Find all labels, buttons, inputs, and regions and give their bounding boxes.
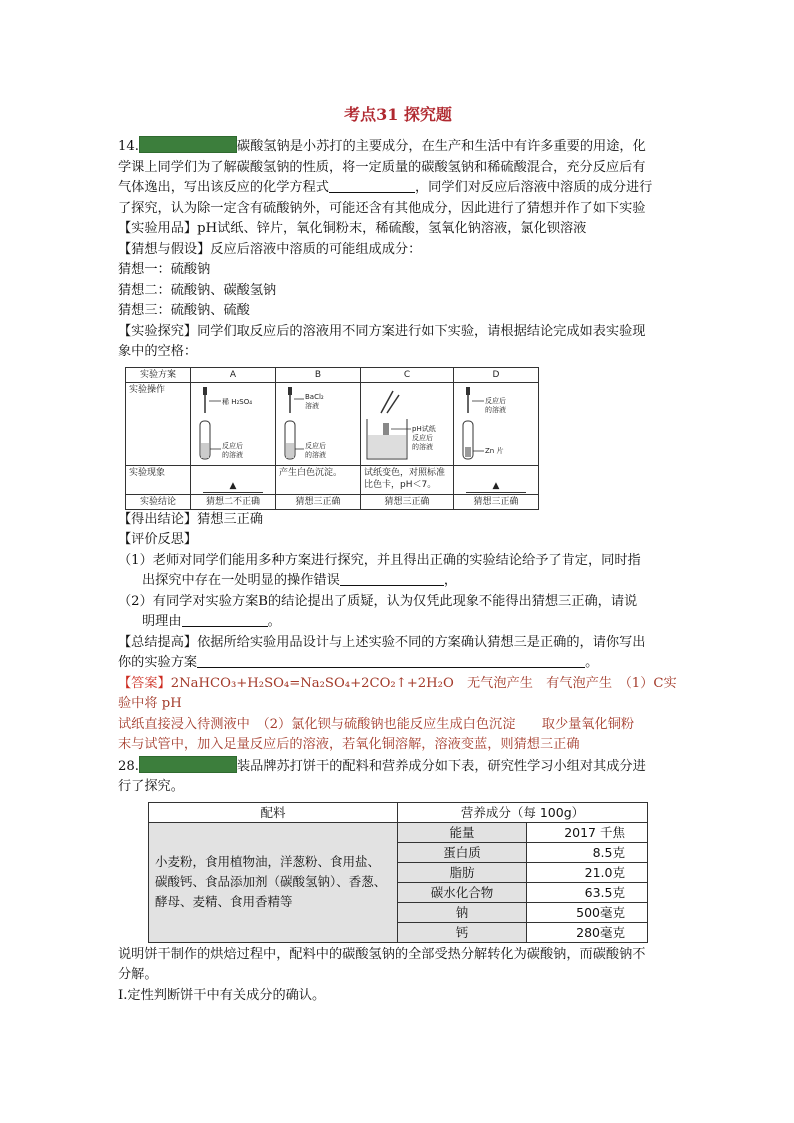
q14-line-3: 气体逸出，写出该反应的化学方程式 ，同学们对反应后溶液中溶质的成分进行	[118, 180, 653, 195]
table-row: 小麦粉，食用植物油，洋葱粉、食用盐、碳酸钙、食品添加剂（碳酸氢钠）、香葱、酵母、麦精、食用香精等 能量 2017 千焦	[149, 822, 648, 842]
answer-blank[interactable]	[182, 612, 268, 627]
reflect: 【评价反思】	[118, 532, 198, 547]
table-row: 配料 营养成分（每 100g）	[149, 802, 648, 822]
question-14	[118, 136, 678, 756]
svg-text:溶液: 溶液	[305, 401, 319, 410]
svg-text:反应后: 反应后	[485, 396, 506, 405]
source-tag	[139, 756, 237, 773]
guess-3: 猜想三：硫酸钠、硫酸	[118, 303, 250, 318]
dropper-tube-icon	[276, 383, 360, 463]
summary-2: 你的实验方案 。	[118, 655, 599, 670]
svg-text:Zn 片: Zn 片	[485, 446, 504, 455]
svg-text:的溶液: 的溶液	[305, 450, 326, 459]
nutrition-table	[148, 802, 648, 943]
note-1: 说明饼干制作的烘焙过程中，配料中的碳酸氢钠的全部受热分解转化为碳酸钠，而碳酸钠不	[118, 946, 646, 962]
page	[118, 104, 678, 1006]
table-row: 实验方案 A B C D	[126, 367, 539, 382]
svg-text:pH试纸: pH试纸	[412, 424, 436, 433]
reflect-1b: 出探究中存在一处明显的操作错误 ，	[142, 573, 457, 588]
table-row: 实验结论 猜想二不正确 猜想三正确 猜想三正确 猜想三正确	[126, 494, 539, 509]
answer-blank[interactable]	[197, 653, 585, 668]
table-row: 脂肪 21.0克	[149, 862, 648, 882]
svg-text:的溶液: 的溶液	[485, 405, 506, 414]
experiment-table	[125, 367, 539, 510]
blank-triangle: ▲	[203, 480, 263, 493]
blank-triangle: ▲	[466, 480, 526, 493]
reflect-2a: （2）有同学对实验方案B的结论提出了质疑，认为仅凭此现象不能得出猜想三正确，请说	[118, 593, 638, 609]
table-row: 钙 280毫克	[149, 922, 648, 942]
reflect-1a: （1）老师对同学们能用多种方案进行探究，并且得出正确的实验结论给予了肯定，同时指	[118, 552, 641, 568]
guess-2: 猜想二：硫酸钠、碳酸氢钠	[118, 282, 277, 298]
answer-2: 试纸直接浸入待测液中 （2）氯化钡与硫酸钠也能反应生成白色沉淀 取少量氧化铜粉	[118, 716, 635, 732]
table-row: 碳水化合物 63.5克	[149, 882, 648, 902]
apparatus-b	[276, 382, 361, 465]
svg-text:反应后: 反应后	[412, 433, 433, 442]
apparatus-d	[454, 382, 539, 465]
question-number: 28.	[118, 758, 139, 774]
svg-text:的溶液: 的溶液	[412, 442, 433, 451]
dropper-tube-icon	[191, 383, 275, 463]
answer-3: 末与试管中，加入足量反应后的溶液，若氧化铜溶解，溶液变蓝，则猜想三正确	[118, 737, 580, 752]
supplies: 【实验用品】pH试纸、锌片，氧化铜粉末，稀硫酸，氢氧化钠溶液，氯化钡溶液	[118, 221, 587, 236]
explore-1: 【实验探究】同学们取反应后的溶液用不同方案进行如下实验，请根据结论完成如表实验现	[118, 323, 646, 339]
svg-text:反应后: 反应后	[305, 441, 326, 450]
question-number: 14.	[118, 139, 139, 154]
svg-text:的溶液: 的溶液	[222, 450, 243, 459]
table-row: 钠 500毫克	[149, 902, 648, 922]
conclusion: 【得出结论】猜想三正确	[118, 511, 264, 527]
q14-line-4: 了探究，认为除一定含有硫酸钠外，可能还含有其他成分，因此进行了猜想并作了如下实验	[118, 200, 646, 216]
note-2: 分解。	[118, 967, 158, 982]
apparatus-c	[361, 382, 454, 465]
table-row: 实验操作 稀 H₂SO₄ 反应后 的溶液 BaCl₂ 溶液 反应后 的溶液 pH试纸 反应后 的溶液 反应后 的溶液 Zn 片	[126, 382, 539, 465]
part-1: Ⅰ.定性判断饼干中有关成分的确认。	[118, 987, 326, 1003]
summary-1: 【总结提高】依据所给实验用品设计与上述实验不同的方案确认猜想三是正确的，请你写出	[118, 634, 646, 650]
hypothesis: 【猜想与假设】反应后溶液中溶质的可能组成成分：	[118, 241, 422, 257]
q14-line-1: 14. 碳酸氢钠是小苏打的主要成分，在生产和生活中有许多重要的用途，化	[118, 136, 678, 158]
answer-blank[interactable]	[329, 178, 415, 193]
apparatus-a	[191, 382, 276, 465]
table-row: 实验现象 ▲ 产生白色沉淀。 试纸变色，对照标准比色卡，pH＜7。 ▲	[126, 465, 539, 494]
beaker-icon	[361, 383, 453, 463]
reflect-2b: 明理由 。	[142, 614, 281, 629]
label-acid: 稀 H₂SO₄	[222, 397, 253, 406]
q14-line-2: 学课上同学们为了解碳酸氢钠的性质，将一定质量的碳酸氢钠和稀硫酸混合，充分反应后有	[118, 159, 646, 175]
source-tag	[139, 136, 237, 153]
question-28	[118, 756, 678, 1007]
dropper-tube-icon	[454, 383, 538, 463]
explore-2: 象中的空格：	[118, 344, 198, 359]
svg-text:BaCl₂: BaCl₂	[305, 392, 324, 401]
q28-line-2: 行了探究。	[118, 779, 184, 794]
q28-line-1: 28. 装品牌苏打饼干的配料和营养成分如下表，研究性学习小组对其成分进	[118, 756, 678, 778]
answer-blank[interactable]	[340, 571, 444, 586]
table-row: 蛋白质 8.5克	[149, 842, 648, 862]
page-title: 考点31 探究题	[344, 105, 452, 124]
svg-text:反应后: 反应后	[222, 441, 243, 450]
answer-1: 【答案】2NaHCO₃+H₂SO₄=Na₂SO₄+2CO₂↑+2H₂O 无气泡产生 有气泡产生 （1）C实验中将 pH	[118, 675, 677, 711]
guess-1: 猜想一：硫酸钠	[118, 262, 211, 277]
